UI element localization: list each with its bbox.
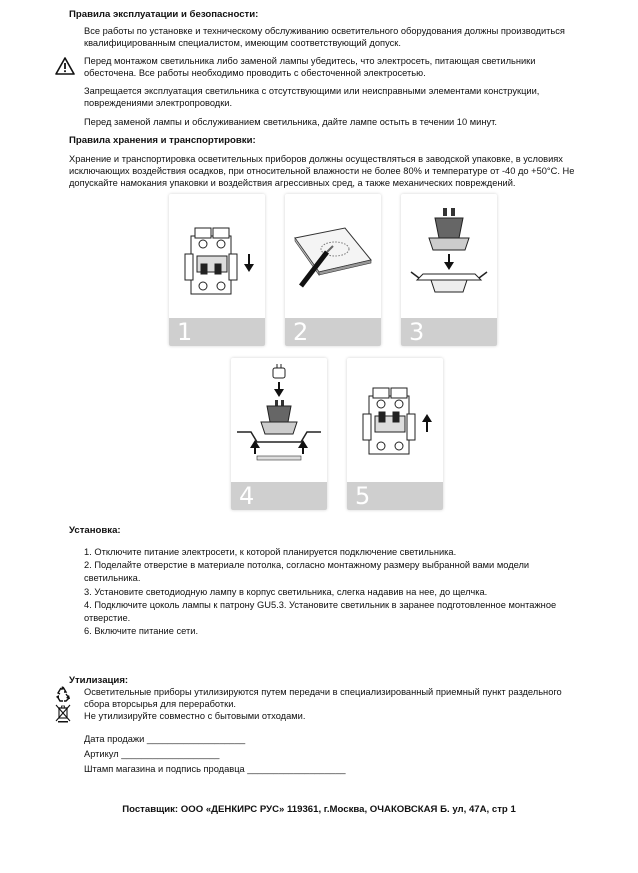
article-field: Артикул ___________________	[84, 749, 220, 759]
step-number: 3	[409, 318, 425, 346]
step-2-figure	[285, 194, 381, 346]
step-number-band	[231, 482, 327, 510]
step-3-figure	[401, 194, 497, 346]
step-number: 1	[177, 318, 193, 346]
install-step-3: 3. Установите светодиодную лампу в корпус светильника, слегка надавив на нее, до щелчка.	[84, 586, 488, 597]
step-number-band	[347, 482, 443, 510]
text-line: Хранение и транспортировка осветительных приборов должны осуществляться в заводской упаковке, в условиях	[69, 154, 563, 164]
sale-fields	[84, 732, 346, 777]
recycle-icon	[54, 685, 72, 703]
safety-paragraph-4: Перед заменой лампы и обслуживанием светильника, дайте лампе остыть в течении 10 минут.	[84, 117, 497, 127]
step-1-figure	[169, 194, 265, 346]
safety-paragraph-2	[84, 55, 535, 79]
text-line: Перед монтажом светильника либо заменой лампы убедитесь, что электросеть, питающая светильники	[84, 56, 536, 66]
step-number-band	[169, 318, 265, 346]
step-number: 2	[293, 318, 309, 346]
step-4-figure	[231, 358, 327, 510]
text-line: допускайте намокания упаковки и воздействия агрессивных сред, а также механических повреждений.	[69, 178, 516, 188]
disposal-paragraph	[84, 686, 562, 722]
text-line: Все работы по установке и техническому обслуживанию осветительного оборудования должны производиться	[84, 26, 565, 36]
install-step-2: 2. Поделайте отверстие в материале потолка, согласно монтажному размеру выбранной вами модели	[84, 560, 530, 571]
stamp-signature-field: Штамп магазина и подпись продавца ___________________	[84, 764, 346, 774]
step-number-band	[401, 318, 497, 346]
socket-connection-illustration	[231, 358, 327, 478]
step-number: 4	[239, 482, 255, 510]
text-line: квалифицированным специалистом, имеющим соответствующий допуск.	[84, 38, 401, 48]
safety-paragraph-3	[84, 85, 539, 109]
text-line: сбора вторсырья для переработки.	[84, 699, 237, 709]
sale-date-field: Дата продажи ___________________	[84, 734, 246, 744]
step-5-figure	[347, 358, 443, 510]
safety-paragraph-1	[84, 25, 565, 49]
install-step-1: 1. Отключите питание электросети, к которой планируется подключение светильника.	[84, 547, 457, 557]
install-step-4-cont: отверстие.	[84, 613, 131, 624]
supplier-line: Поставщик: ООО «ДЕНКИРС РУС» 119361, г.Москва, ОЧАКОВСКАЯ Б. ул, 47А, стр 1	[122, 804, 516, 815]
install-steps	[84, 546, 556, 638]
ceiling-cutting-illustration	[285, 194, 381, 314]
install-step-4: 4. Подключите цоколь лампы к патрону GU5.3. Установите светильник в заранее подготовленное монтажное	[84, 599, 557, 610]
install-step-2-cont: светильника.	[84, 573, 141, 584]
lamp-insertion-illustration	[401, 194, 497, 314]
text-line: обесточена. Все работы необходимо проводить с обесточенной электросетью.	[84, 68, 426, 78]
install-title: Установка:	[69, 525, 121, 536]
step-number: 5	[355, 482, 371, 510]
disposal-title: Утилизация:	[69, 675, 129, 686]
circuit-breaker-off-illustration	[169, 194, 265, 314]
storage-paragraph	[69, 153, 574, 189]
install-step-6: 6. Включите питание сети.	[84, 626, 199, 637]
text-line: Запрещается эксплуатация светильника с отсутствующими или неисправными элементами конструкции,	[84, 86, 540, 96]
circuit-breaker-on-illustration	[347, 358, 443, 478]
crossed-bin-icon	[55, 704, 71, 723]
text-line: Осветительные приборы утилизируются путем передачи в специализированный приемный пункт раздельного	[84, 687, 562, 697]
safety-title: Правила эксплуатации и безопасности:	[69, 9, 259, 20]
warning-triangle-icon	[55, 57, 75, 75]
text-line: исключающих воздействия осадков, при относительной влажности не более 80% и температуре от -40 до +50°С. Не	[69, 166, 575, 176]
step-number-band	[285, 318, 381, 346]
storage-title: Правила хранения и транспортировки:	[69, 135, 256, 146]
text-line: повреждениями электропроводки.	[84, 98, 233, 108]
text-line: Не утилизируйте совместно с бытовыми отходами.	[84, 711, 306, 721]
